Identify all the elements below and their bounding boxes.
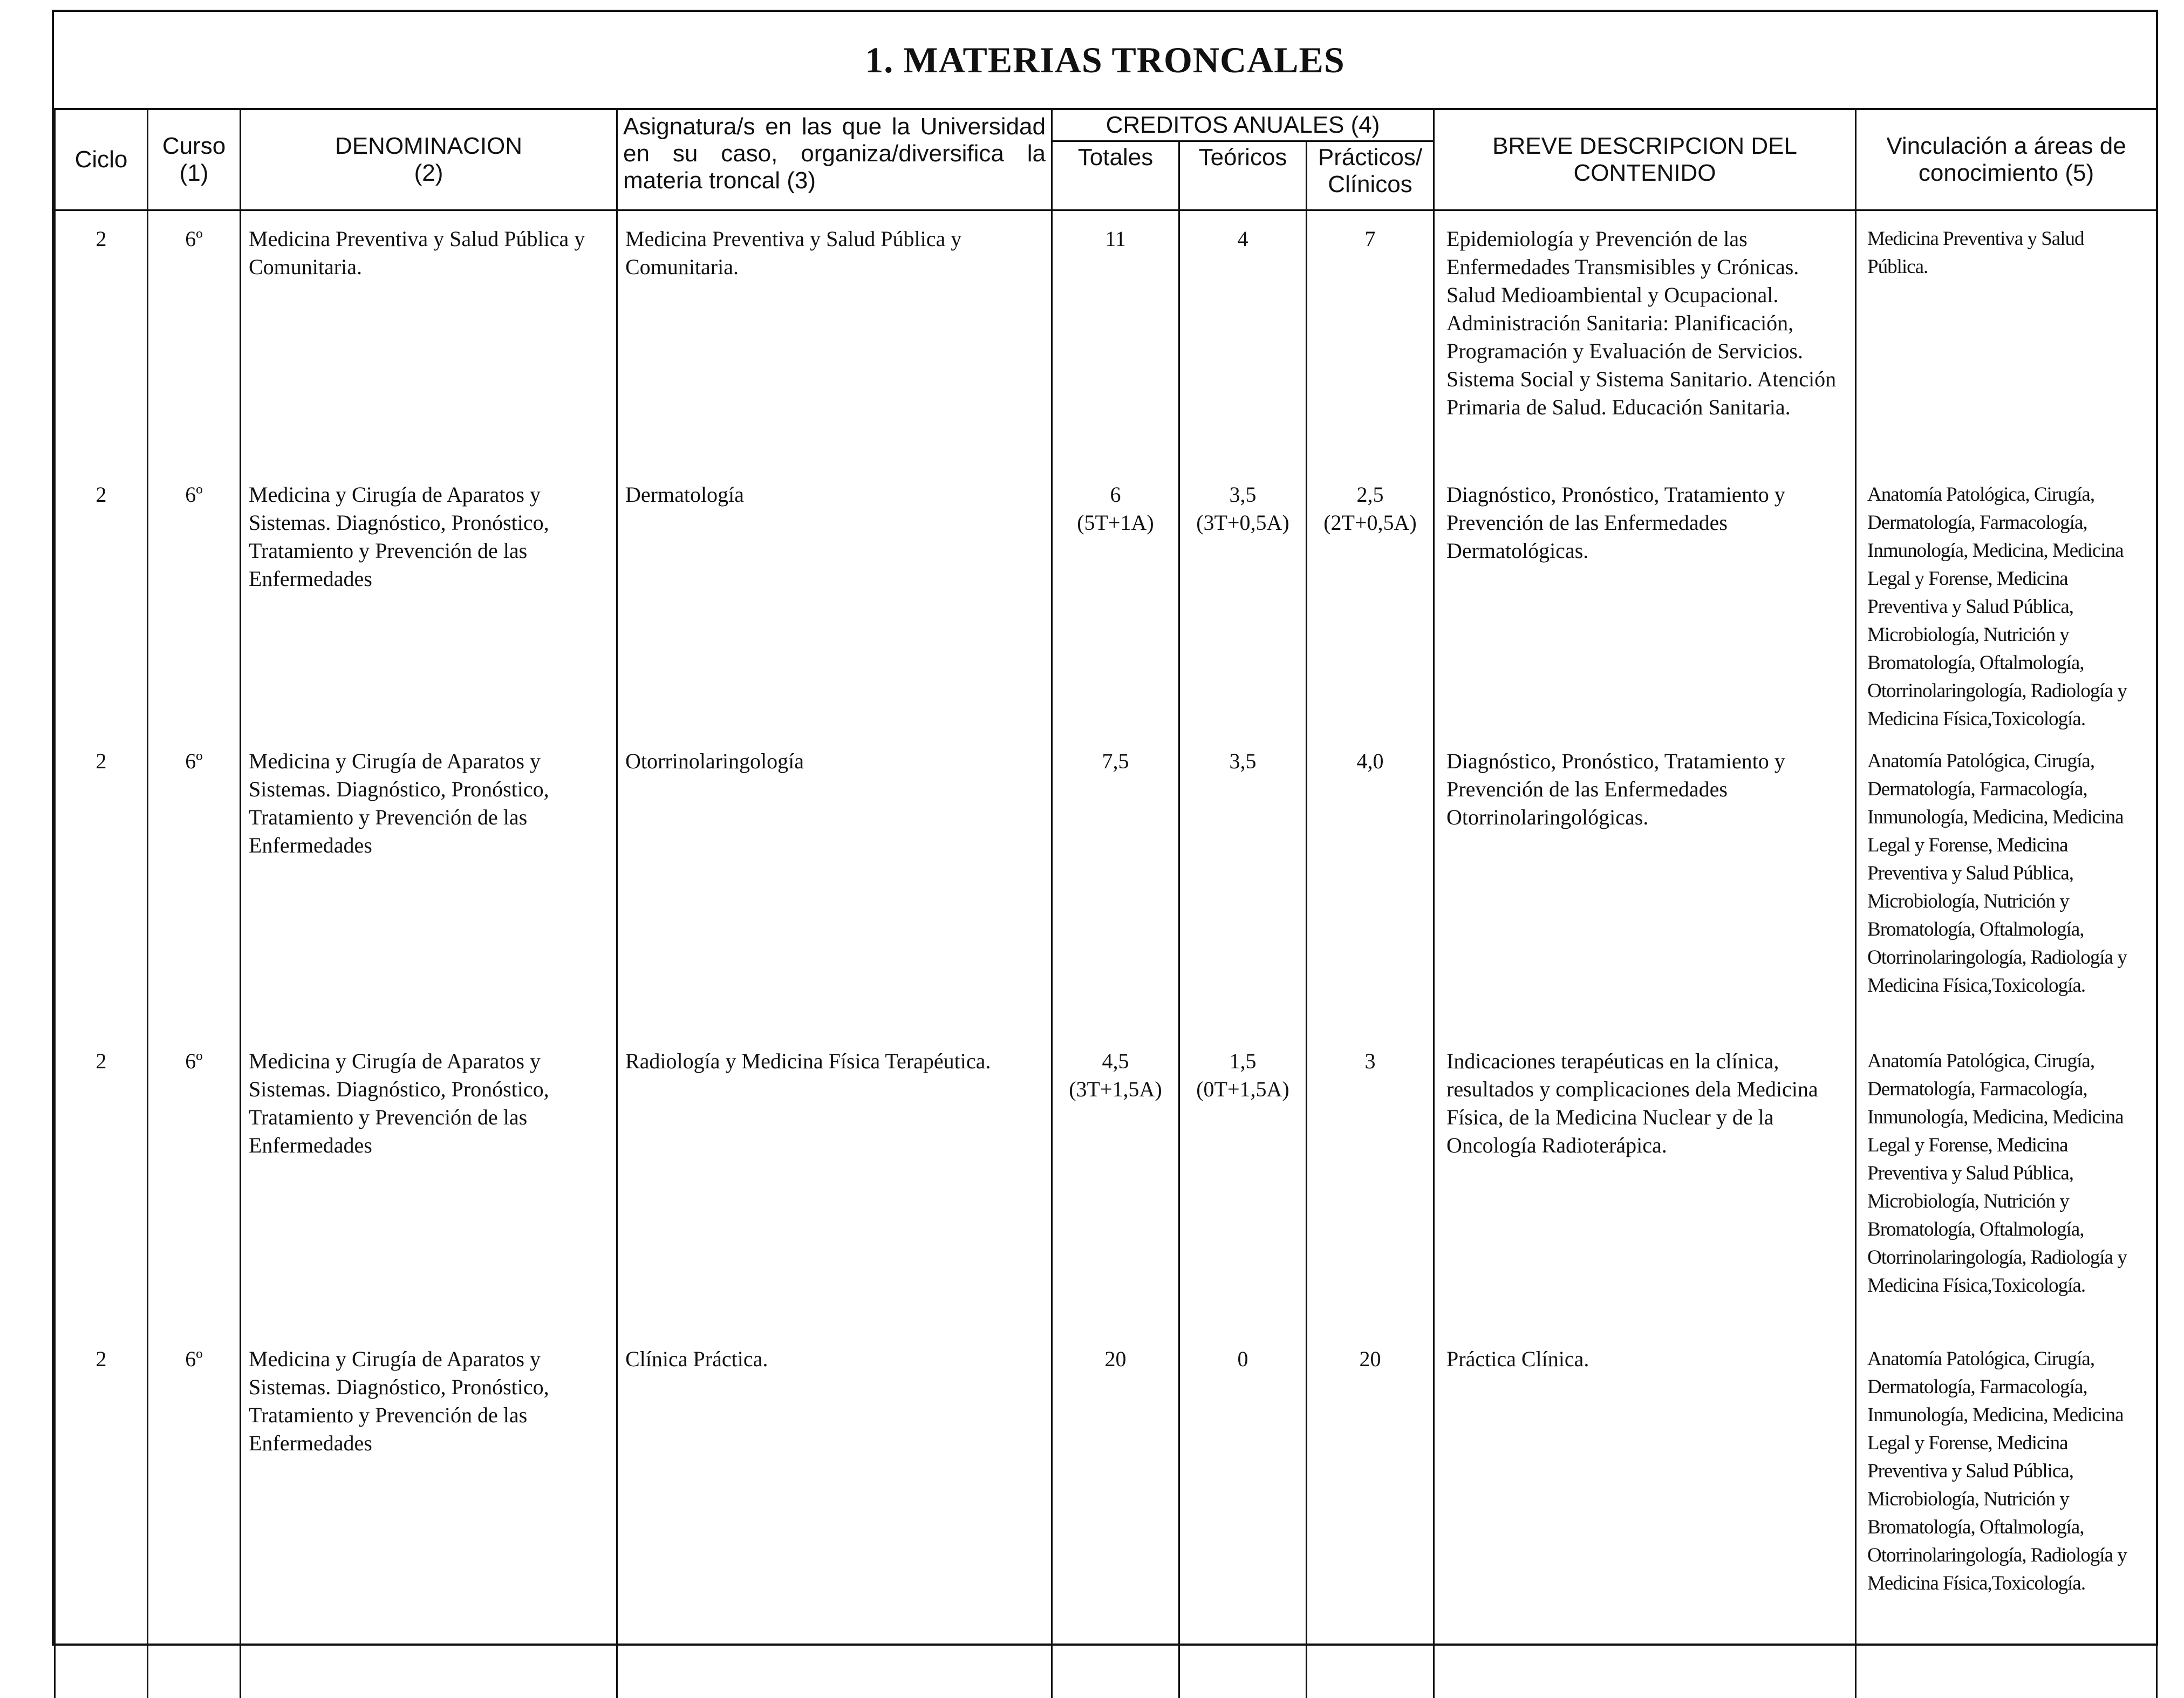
cell-denominacion: Medicina y Cirugía de Aparatos y Sistemas. Diagnóstico, Pronóstico, Tratamiento y Prevención de las Enfermedades: [241, 733, 617, 1033]
cell-vinculacion: Anatomía Patológica, Cirugía, Dermatología, Farmacología, Inmunología, Medicina, Medicina Legal y Forense, Medicina Preventiva y Salud Pública, Microbiología, Nutrición y Bromatología, Oftalmología, Otorrinolaringología, Radiología y Medicina Física,Toxicología.: [1856, 467, 2157, 733]
table-row: [55, 733, 2157, 1033]
cell-descripcion: Epidemiología y Prevención de las Enfermedades Transmisibles y Crónicas. Salud Medioambiental y Ocupacional. Administración Sanitaria: Planificación, Programación y Evaluación de Servicios. Sistema Social y Sistema Sanitario. Atención Primaria de Salud. Educación Sanitaria.: [1434, 210, 1856, 467]
cell-vinculacion: Anatomía Patológica, Cirugía, Dermatología, Farmacología, Inmunología, Medicina, Medicina Legal y Forense, Medicina Preventiva y Salud Pública, Microbiología, Nutrición y Bromatología, Oftalmología, Otorrinolaringología, Radiología y Medicina Física,Toxicología.: [1856, 1033, 2157, 1331]
cell-curso: 6º: [148, 733, 241, 1033]
table-row: [55, 1033, 2157, 1331]
table-row: [55, 210, 2157, 467]
cell-practicos: 7: [1307, 210, 1434, 467]
cell-practicos: 4,0: [1307, 733, 1434, 1033]
cell-descripcion: Práctica Clínica.: [1434, 1331, 1856, 1698]
table-row: [55, 467, 2157, 733]
cell-teoricos: 3,5: [1179, 733, 1307, 1033]
cell-teoricos: 1,5 (0T+1,5A): [1179, 1033, 1307, 1331]
cell-ciclo: 2: [55, 467, 148, 733]
cell-teoricos: 3,5 (3T+0,5A): [1179, 467, 1307, 733]
document-sheet: [52, 10, 2158, 1646]
cell-asignatura: Radiología y Medicina Física Terapéutica.: [617, 1033, 1052, 1331]
cell-curso: 6º: [148, 467, 241, 733]
cell-asignatura: Clínica Práctica.: [617, 1331, 1052, 1698]
cell-ciclo: 2: [55, 210, 148, 467]
cell-ciclo: 2: [55, 1331, 148, 1698]
header-asignatura: Asignatura/s en las que la Universidad en su caso, organiza/diversifica la materia troncal (3): [617, 110, 1052, 210]
cell-descripcion: Indicaciones terapéuticas en la clínica, resultados y complicaciones dela Medicina Física, de la Medicina Nuclear y de la Oncología Radioterápica.: [1434, 1033, 1856, 1331]
cell-asignatura: Otorrinolaringología: [617, 733, 1052, 1033]
cell-totales: 6 (5T+1A): [1052, 467, 1179, 733]
cell-practicos: 20: [1307, 1331, 1434, 1698]
header-practicos: Prácticos/ Clínicos: [1307, 141, 1434, 210]
header-creditos-anuales: CREDITOS ANUALES (4): [1052, 110, 1434, 141]
cell-denominacion: Medicina y Cirugía de Aparatos y Sistemas. Diagnóstico, Pronóstico, Tratamiento y Prevención de las Enfermedades: [241, 1331, 617, 1698]
cell-vinculacion: Anatomía Patológica, Cirugía, Dermatología, Farmacología, Inmunología, Medicina, Medicina Legal y Forense, Medicina Preventiva y Salud Pública, Microbiología, Nutrición y Bromatología, Oftalmología, Otorrinolaringología, Radiología y Medicina Física,Toxicología.: [1856, 1331, 2157, 1698]
table-header: [55, 110, 2157, 210]
materias-table: [54, 110, 2158, 1698]
header-teoricos: Teóricos: [1179, 141, 1307, 210]
cell-curso: 6º: [148, 210, 241, 467]
cell-totales: 4,5 (3T+1,5A): [1052, 1033, 1179, 1331]
cell-curso: 6º: [148, 1331, 241, 1698]
cell-practicos: 2,5 (2T+0,5A): [1307, 467, 1434, 733]
cell-vinculacion: Medicina Preventiva y Salud Pública.: [1856, 210, 2157, 467]
cell-descripcion: Diagnóstico, Pronóstico, Tratamiento y Prevención de las Enfermedades Otorrinolaringológicas.: [1434, 733, 1856, 1033]
cell-asignatura: Medicina Preventiva y Salud Pública y Comunitaria.: [617, 210, 1052, 467]
cell-ciclo: 2: [55, 733, 148, 1033]
header-totales: Totales: [1052, 141, 1179, 210]
cell-totales: 7,5: [1052, 733, 1179, 1033]
cell-denominacion: Medicina y Cirugía de Aparatos y Sistemas. Diagnóstico, Pronóstico, Tratamiento y Prevención de las Enfermedades: [241, 1033, 617, 1331]
cell-descripcion: Diagnóstico, Pronóstico, Tratamiento y Prevención de las Enfermedades Dermatológicas.: [1434, 467, 1856, 733]
header-ciclo: Ciclo: [55, 110, 148, 210]
cell-asignatura: Dermatología: [617, 467, 1052, 733]
table-body: [55, 210, 2157, 1698]
header-denominacion: DENOMINACION (2): [241, 110, 617, 210]
cell-totales: 20: [1052, 1331, 1179, 1698]
cell-denominacion: Medicina y Cirugía de Aparatos y Sistemas. Diagnóstico, Pronóstico, Tratamiento y Prevención de las Enfermedades: [241, 467, 617, 733]
cell-practicos: 3: [1307, 1033, 1434, 1331]
cell-teoricos: 4: [1179, 210, 1307, 467]
header-vinculacion: Vinculación a áreas de conocimiento (5): [1856, 110, 2157, 210]
page-title: 1. MATERIAS TRONCALES: [54, 12, 2156, 110]
table-row: [55, 1331, 2157, 1698]
header-curso: Curso (1): [148, 110, 241, 210]
cell-ciclo: 2: [55, 1033, 148, 1331]
cell-curso: 6º: [148, 1033, 241, 1331]
cell-vinculacion: Anatomía Patológica, Cirugía, Dermatología, Farmacología, Inmunología, Medicina, Medicina Legal y Forense, Medicina Preventiva y Salud Pública, Microbiología, Nutrición y Bromatología, Oftalmología, Otorrinolaringología, Radiología y Medicina Física,Toxicología.: [1856, 733, 2157, 1033]
cell-totales: 11: [1052, 210, 1179, 467]
cell-teoricos: 0: [1179, 1331, 1307, 1698]
cell-denominacion: Medicina Preventiva y Salud Pública y Comunitaria.: [241, 210, 617, 467]
header-descripcion: BREVE DESCRIPCION DEL CONTENIDO: [1434, 110, 1856, 210]
